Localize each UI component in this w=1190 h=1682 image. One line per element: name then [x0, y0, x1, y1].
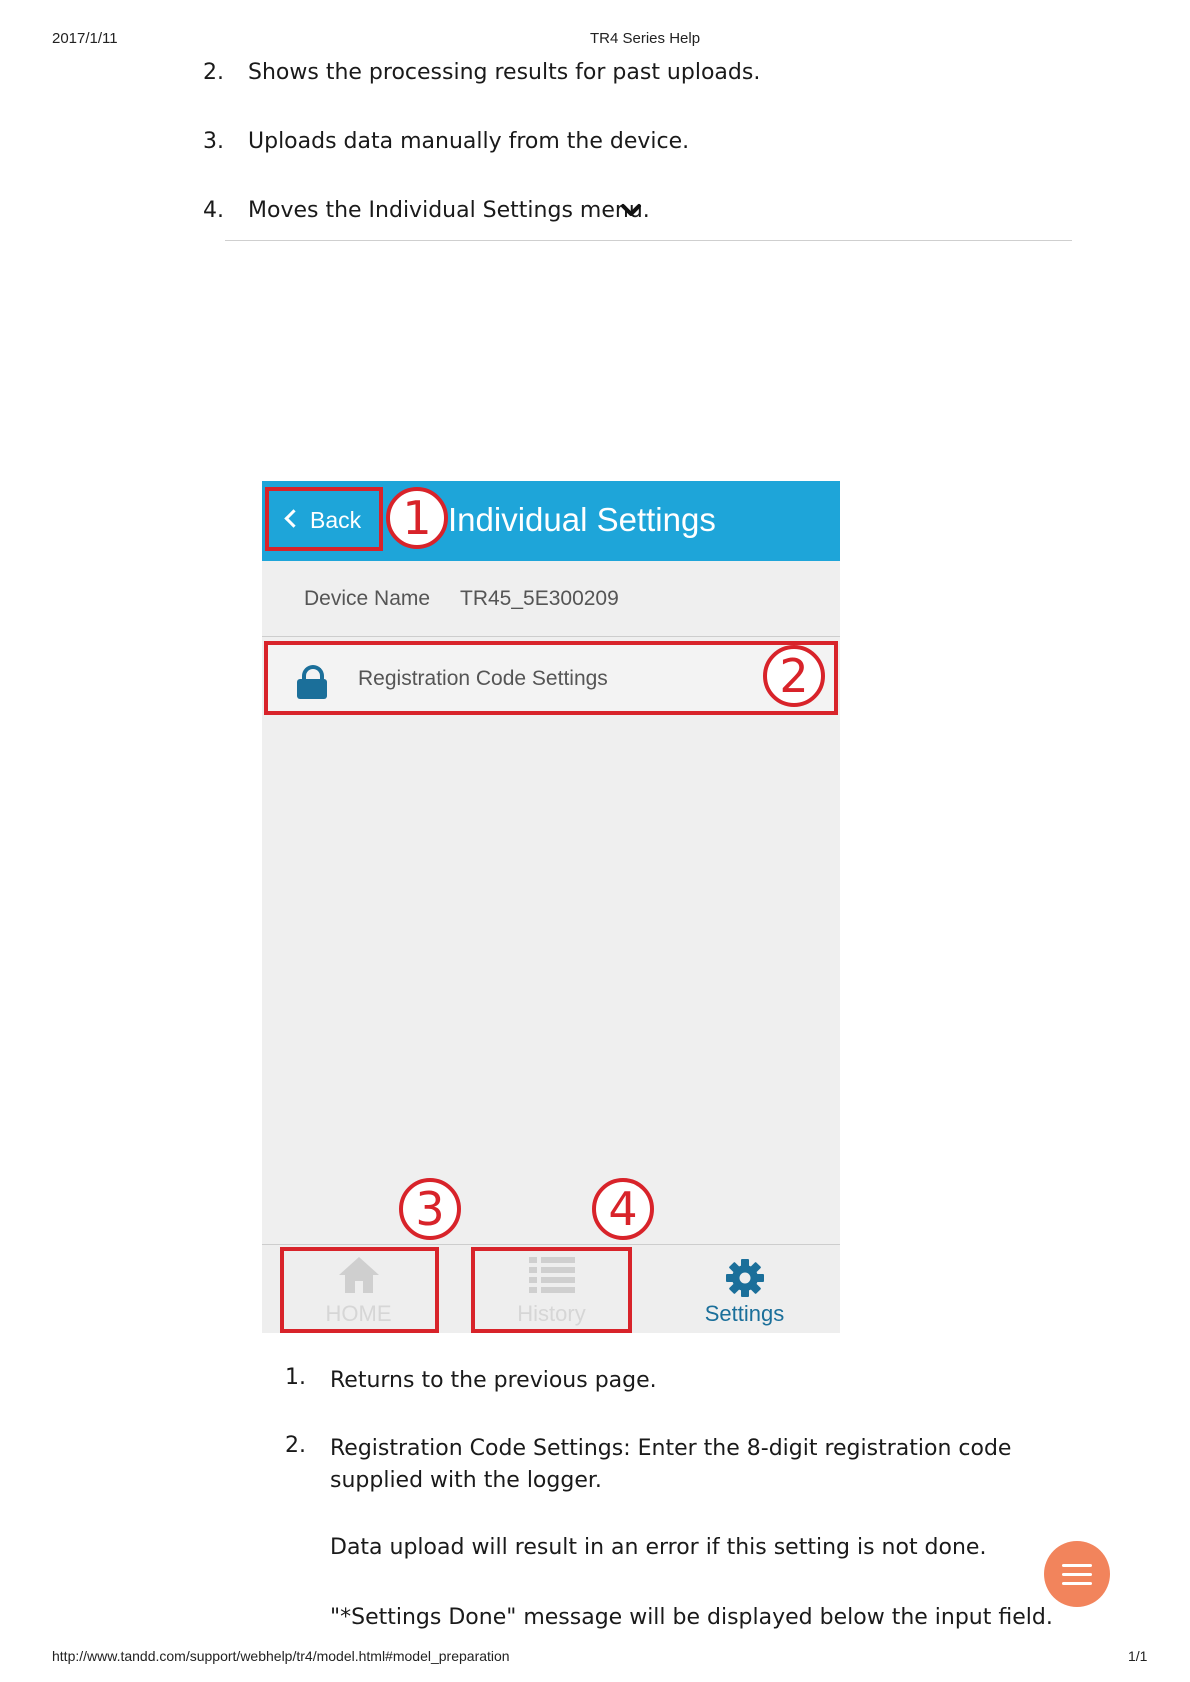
- gear-icon: [724, 1257, 766, 1299]
- registration-code-label: Registration Code Settings: [358, 667, 608, 690]
- list-text: Uploads data manually from the device.: [248, 129, 690, 154]
- registration-code-settings-row[interactable]: [264, 641, 838, 715]
- callout-4: 4: [592, 1178, 654, 1240]
- chevron-down-icon[interactable]: [620, 202, 642, 218]
- lock-icon: [297, 665, 327, 699]
- list-text: Registration Code Settings: Enter the 8-digit registration code supplied with the logger.: [330, 1436, 1012, 1493]
- section-divider: [225, 240, 1072, 241]
- list-number: 3.: [203, 129, 224, 154]
- callout-3: 3: [399, 1178, 461, 1240]
- device-name-label: Device Name: [304, 587, 431, 610]
- back-button[interactable]: [265, 487, 383, 551]
- list-text: Returns to the previous page.: [330, 1368, 657, 1393]
- highlight-home: [280, 1247, 439, 1333]
- list-number: 4.: [203, 198, 224, 223]
- app-title: [448, 501, 716, 539]
- device-name-value: TR45_5E300209: [460, 587, 619, 610]
- print-url: http://www.tandd.com/support/webhelp/tr4/model.html#model_preparation: [52, 1648, 510, 1664]
- callout-2: 2: [763, 645, 825, 707]
- app-title-text: Individual Settings: [448, 501, 716, 538]
- tab-history-label: History: [517, 1301, 586, 1326]
- highlight-history: [471, 1247, 632, 1333]
- print-page-number: 1/1: [1128, 1648, 1148, 1664]
- callout-1: 1: [386, 487, 448, 549]
- tab-settings-label: Settings: [704, 1301, 785, 1326]
- print-title: TR4 Series Help: [590, 30, 701, 47]
- app-screenshot: [262, 481, 840, 1333]
- note-text: "*Settings Done" message will be displayed below the input field.: [330, 1605, 1053, 1630]
- list-number: 1.: [285, 1365, 306, 1390]
- tab-settings[interactable]: [648, 1245, 840, 1333]
- note-text: Data upload will result in an error if this setting is not done.: [330, 1535, 987, 1560]
- list-text: Shows the processing results for past uploads.: [248, 60, 761, 85]
- list-number: 2.: [203, 60, 224, 85]
- print-date: 2017/1/11: [52, 30, 118, 47]
- list-text: Moves the Individual Settings menu.: [248, 198, 650, 223]
- menu-button[interactable]: [1044, 1541, 1110, 1607]
- chevron-left-icon: [284, 509, 302, 527]
- tab-home-label: HOME: [325, 1301, 392, 1326]
- list-number: 2.: [285, 1433, 306, 1458]
- back-label: Back: [310, 507, 362, 533]
